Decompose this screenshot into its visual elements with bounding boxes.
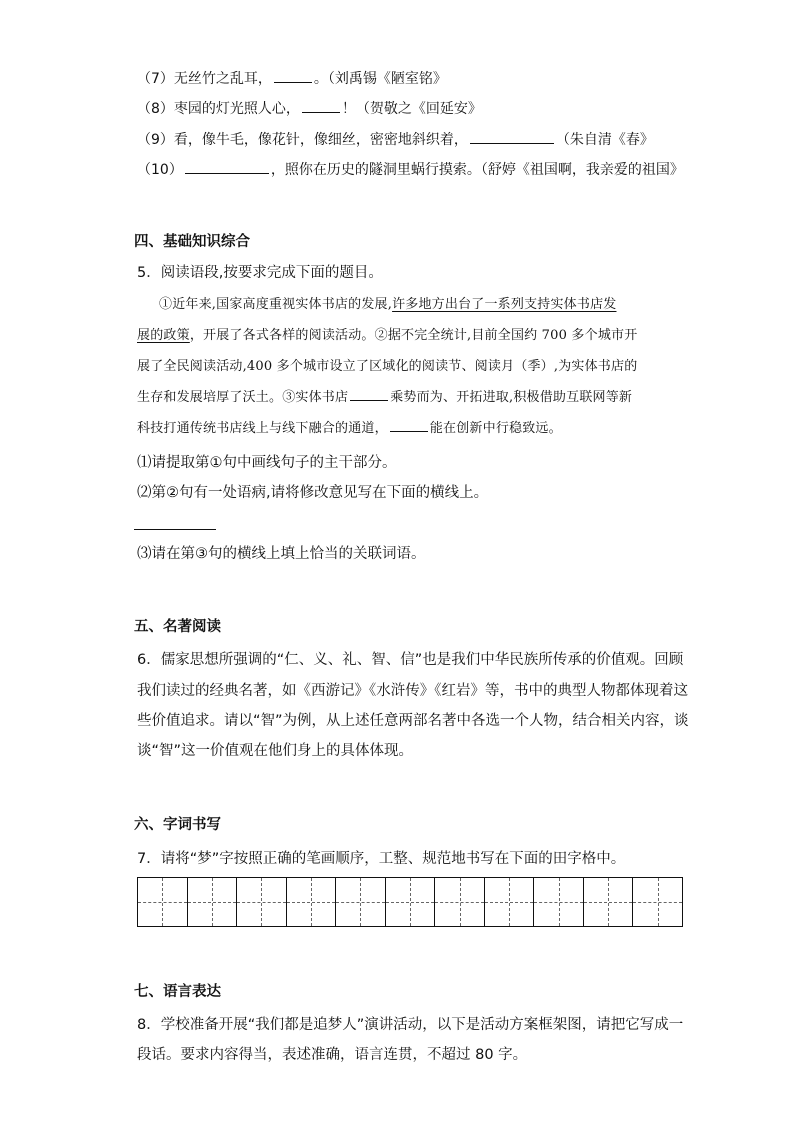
poem-source: （朱自清《春》 bbox=[555, 132, 654, 148]
passage-line bbox=[137, 382, 657, 413]
conjunction-blank-1[interactable] bbox=[350, 388, 388, 401]
tianzige-cell[interactable] bbox=[336, 878, 386, 926]
question-8-line: 段话。要求内容得当，表述准确，语言连贯，不超过 80 字。 bbox=[137, 1047, 528, 1063]
section-5-title: 五、名著阅读 bbox=[134, 619, 221, 635]
tianzige-cell[interactable] bbox=[485, 878, 535, 926]
tianzige-cell[interactable] bbox=[633, 878, 682, 926]
passage-text: ，开展了各式各样的阅读活动。②据不完全统计,目前全国约 700 多个城市开 bbox=[189, 328, 638, 343]
poem-number: （10） bbox=[137, 162, 183, 178]
underlined-sentence: 许多地方出台了一系列支持实体书店发 bbox=[392, 297, 617, 312]
conjunction-blank-2[interactable] bbox=[390, 419, 428, 432]
section-6-title: 六、字词书写 bbox=[134, 817, 221, 833]
poem-text: （7）无丝竹之乱耳， bbox=[137, 71, 272, 87]
tianzige-cell[interactable] bbox=[237, 878, 287, 926]
passage-text: 展了全民阅读活动,400 多个城市设立了区域化的阅读节、阅读月（季）,为实体书店的 bbox=[137, 359, 638, 374]
passage-line bbox=[137, 351, 657, 382]
poem-source: 。（刘禹锡《陋室铭》 bbox=[313, 71, 447, 87]
tianzige-cell[interactable] bbox=[435, 878, 485, 926]
tianzige-cell[interactable] bbox=[386, 878, 436, 926]
tianzige-cell[interactable] bbox=[138, 878, 188, 926]
passage-text: 生存和发展培厚了沃土。③实体书店 bbox=[137, 390, 349, 405]
passage-text: ①近年来,国家高度重视实体书店的发展, bbox=[159, 297, 393, 312]
poem-source: ！（贺敬之《回延安》 bbox=[341, 101, 482, 117]
tianzige-grid bbox=[137, 877, 683, 927]
tianzige-cell[interactable] bbox=[534, 878, 584, 926]
question-6-line: 谈“智”这一价值观在他们身上的具体体现。 bbox=[137, 743, 414, 759]
question-5: 5．阅读语段,按要求完成下面的题目。 bbox=[137, 265, 383, 281]
reading-passage bbox=[137, 289, 657, 444]
subquestion-1: ⑴请提取第①句中画线句子的主干部分。 bbox=[137, 455, 397, 471]
question-6-line: 6．儒家思想所强调的“仁、义、礼、智、信”也是我们中华民族所传承的价值观。回顾 bbox=[137, 652, 684, 668]
answer-blank[interactable] bbox=[470, 129, 554, 144]
tianzige-cell[interactable] bbox=[188, 878, 238, 926]
poem-line-10 bbox=[137, 159, 684, 180]
passage-text: 乘势而为、开拓进取,积极借助互联网等新 bbox=[390, 390, 633, 405]
answer-blank[interactable] bbox=[302, 98, 340, 113]
question-6-line: 我们读过的经典名著，如《西游记》《水浒传》《红岩》等，书中的典型人物都体现着这 bbox=[137, 683, 688, 699]
subquestion-3: ⑶请在第③句的横线上填上恰当的关联词语。 bbox=[137, 546, 426, 562]
question-6-line: 些价值追求。请以“智”为例，从上述任意两部名著中各选一个人物，结合相关内容，谈 bbox=[137, 713, 689, 729]
question-7: 7．请将“梦”字按照正确的笔画顺序，工整、规范地书写在下面的田字格中。 bbox=[137, 851, 626, 867]
passage-line bbox=[137, 413, 657, 444]
passage-text: 科技打通传统书店线上与线下融合的通道， bbox=[137, 421, 388, 436]
passage-line bbox=[137, 289, 657, 320]
section-4-title: 四、基础知识综合 bbox=[134, 234, 250, 250]
poem-line-9 bbox=[137, 129, 654, 150]
poem-source: ，照你在历史的隧洞里蜗行摸索。（舒婷《祖国啊，我亲爱的祖国》 bbox=[270, 162, 684, 178]
question-8-line: 8．学校准备开展“我们都是追梦人”演讲活动，以下是活动方案框架图，请把它写成一 bbox=[137, 1017, 684, 1033]
subquestion-2: ⑵第②句有一处语病,请将修改意见写在下面的横线上。 bbox=[137, 485, 489, 501]
answer-blank[interactable] bbox=[274, 68, 312, 83]
poem-line-7 bbox=[137, 68, 447, 89]
answer-line[interactable] bbox=[134, 529, 216, 530]
section-7-title: 七、语言表达 bbox=[134, 984, 221, 1000]
poem-line-8 bbox=[137, 98, 482, 119]
answer-blank[interactable] bbox=[185, 159, 269, 174]
tianzige-cell[interactable] bbox=[287, 878, 337, 926]
passage-line bbox=[137, 320, 657, 351]
poem-text: （9）看，像牛毛，像花针，像细丝，密密地斜织着， bbox=[137, 132, 468, 148]
underlined-sentence: 展的政策 bbox=[137, 328, 190, 343]
tianzige-cell[interactable] bbox=[584, 878, 634, 926]
poem-text: （8）枣园的灯光照人心， bbox=[137, 101, 300, 117]
passage-text: 能在创新中行稳致远。 bbox=[429, 421, 562, 436]
